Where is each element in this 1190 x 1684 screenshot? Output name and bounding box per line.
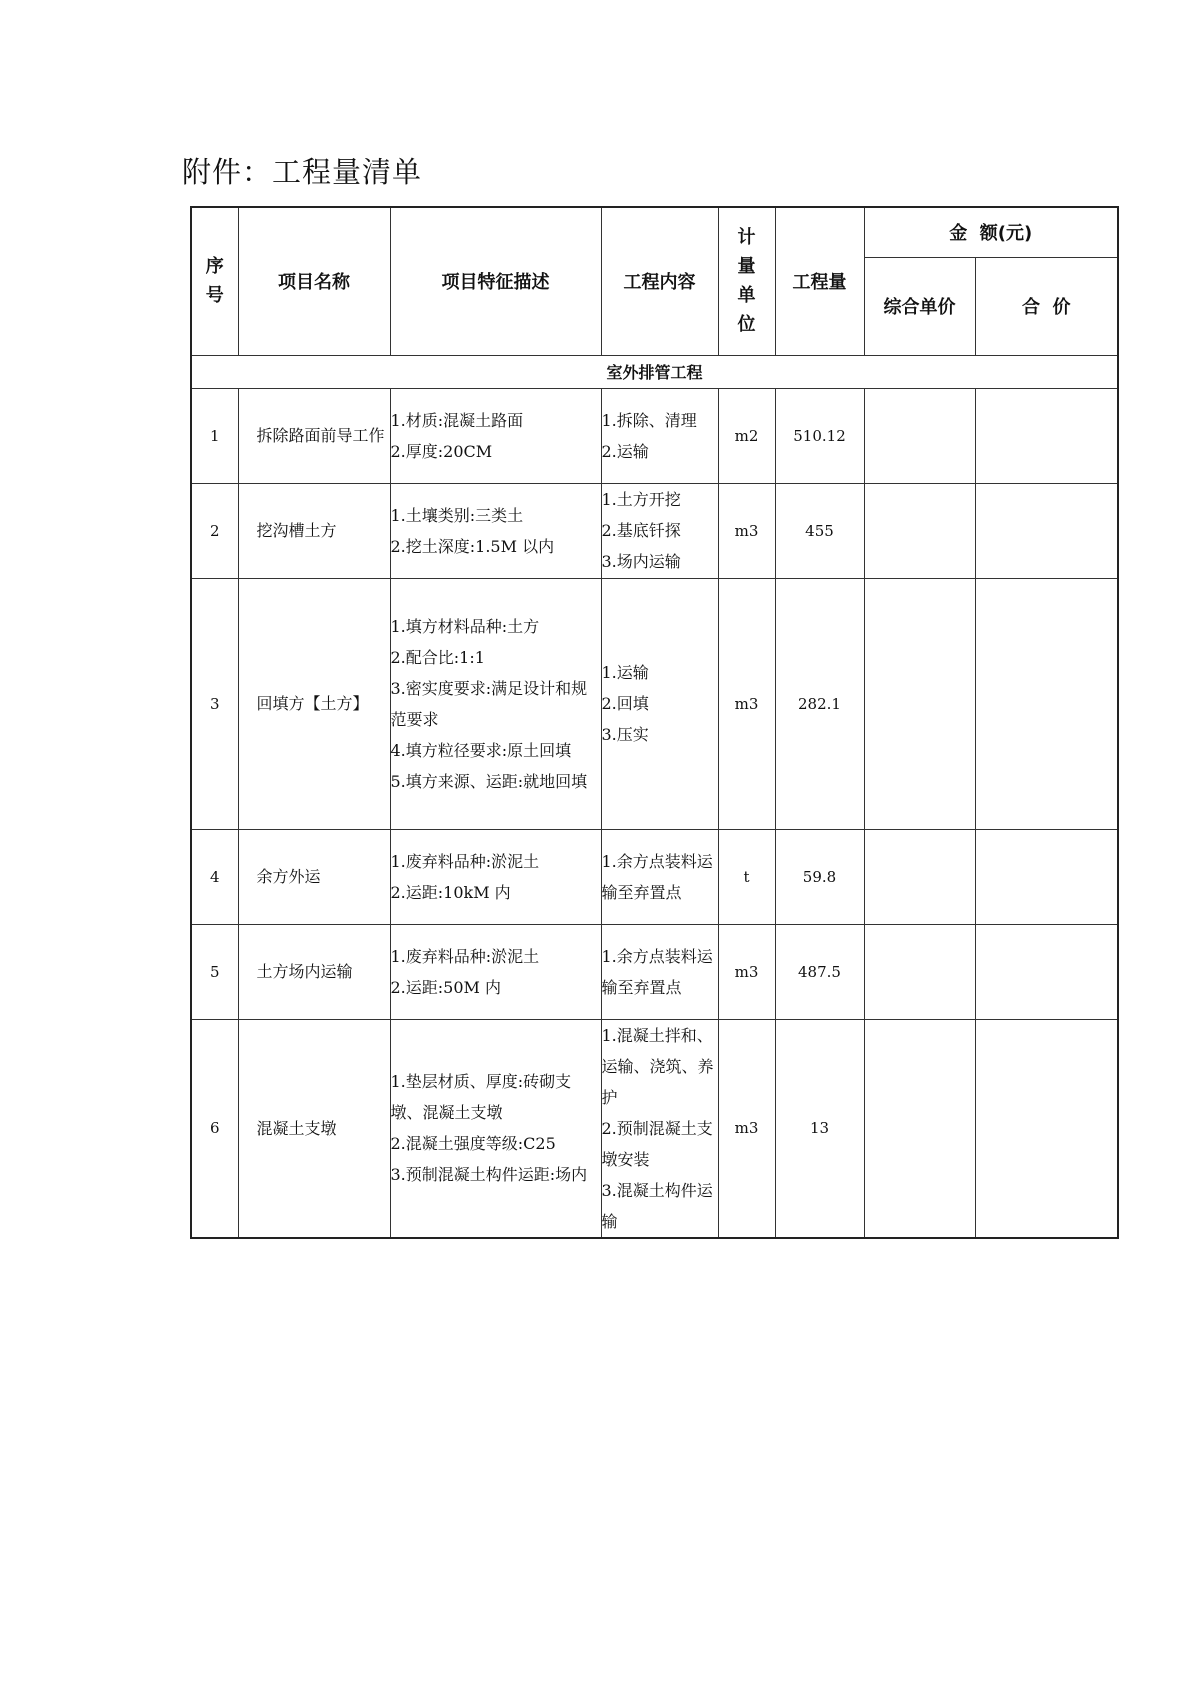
cell-quantity: 13: [775, 1019, 864, 1238]
header-amount: 金 额(元): [864, 207, 1118, 257]
cell-unit-price: [864, 924, 975, 1019]
cell-quantity: 59.8: [775, 829, 864, 924]
table-row: [191, 578, 1118, 829]
cell-unit-price: [864, 578, 975, 829]
header-unit: 计 量 单 位: [718, 207, 775, 355]
table-row: [191, 483, 1118, 578]
cell-item-name: 土方场内运输: [238, 924, 390, 1019]
cell-seq: 3: [191, 578, 238, 829]
cell-total: [975, 924, 1118, 1019]
cell-features: 1.垫层材质、厚度:砖砌支墩、混凝土支墩 2.混凝土强度等级:C25 3.预制混凝土构件运距:场内: [390, 1019, 601, 1238]
cell-seq: 1: [191, 388, 238, 483]
cell-total: [975, 829, 1118, 924]
header-quantity: 工程量: [775, 207, 864, 355]
cell-work-content: 1.余方点装料运输至弃置点: [601, 829, 718, 924]
section-row: [191, 355, 1118, 388]
bill-of-quantities-table: [190, 206, 1119, 1239]
cell-unit-price: [864, 388, 975, 483]
cell-total: [975, 578, 1118, 829]
cell-item-name: 拆除路面前导工作: [238, 388, 390, 483]
cell-work-content: 1.拆除、清理 2.运输: [601, 388, 718, 483]
cell-work-content: 1.土方开挖 2.基底钎探 3.场内运输: [601, 483, 718, 578]
cell-seq: 4: [191, 829, 238, 924]
cell-unit: m3: [718, 1019, 775, 1238]
document-title: 附件：工程量清单: [182, 155, 423, 189]
cell-work-content: 1.运输 2.回填 3.压实: [601, 578, 718, 829]
header-features: 项目特征描述: [390, 207, 601, 355]
cell-features: 1.废弃料品种:淤泥土 2.运距:50M 内: [390, 924, 601, 1019]
cell-seq: 6: [191, 1019, 238, 1238]
table-row: [191, 388, 1118, 483]
cell-features: 1.填方材料品种:土方 2.配合比:1:1 3.密实度要求:满足设计和规范要求 4.填方粒径要求:原土回填 5.填方来源、运距:就地回填: [390, 578, 601, 829]
cell-seq: 2: [191, 483, 238, 578]
cell-total: [975, 483, 1118, 578]
cell-unit: m2: [718, 388, 775, 483]
table-row: [191, 829, 1118, 924]
table-row: [191, 924, 1118, 1019]
cell-unit-price: [864, 829, 975, 924]
header-total: 合 价: [975, 257, 1118, 355]
cell-quantity: 510.12: [775, 388, 864, 483]
header-unit-price: 综合单价: [864, 257, 975, 355]
section-title: 室外排管工程: [191, 355, 1118, 388]
cell-features: 1.材质:混凝土路面 2.厚度:20CM: [390, 388, 601, 483]
cell-item-name: 混凝土支墩: [238, 1019, 390, 1238]
cell-item-name: 挖沟槽土方: [238, 483, 390, 578]
cell-item-name: 余方外运: [238, 829, 390, 924]
cell-quantity: 455: [775, 483, 864, 578]
cell-unit-price: [864, 483, 975, 578]
header-item-name: 项目名称: [238, 207, 390, 355]
cell-total: [975, 1019, 1118, 1238]
cell-unit: m3: [718, 483, 775, 578]
cell-work-content: 1.余方点装料运输至弃置点: [601, 924, 718, 1019]
cell-quantity: 282.1: [775, 578, 864, 829]
header-work-content: 工程内容: [601, 207, 718, 355]
cell-features: 1.土壤类别:三类土 2.挖土深度:1.5M 以内: [390, 483, 601, 578]
cell-unit: t: [718, 829, 775, 924]
cell-item-name: 回填方【土方】: [238, 578, 390, 829]
cell-features: 1.废弃料品种:淤泥土 2.运距:10kM 内: [390, 829, 601, 924]
header-seq: 序 号: [191, 207, 238, 355]
cell-total: [975, 388, 1118, 483]
cell-unit: m3: [718, 924, 775, 1019]
cell-quantity: 487.5: [775, 924, 864, 1019]
table-row: [191, 1019, 1118, 1238]
cell-unit-price: [864, 1019, 975, 1238]
cell-seq: 5: [191, 924, 238, 1019]
cell-work-content: 1.混凝土拌和、运输、浇筑、养护 2.预制混凝土支墩安装 3.混凝土构件运输: [601, 1019, 718, 1238]
cell-unit: m3: [718, 578, 775, 829]
